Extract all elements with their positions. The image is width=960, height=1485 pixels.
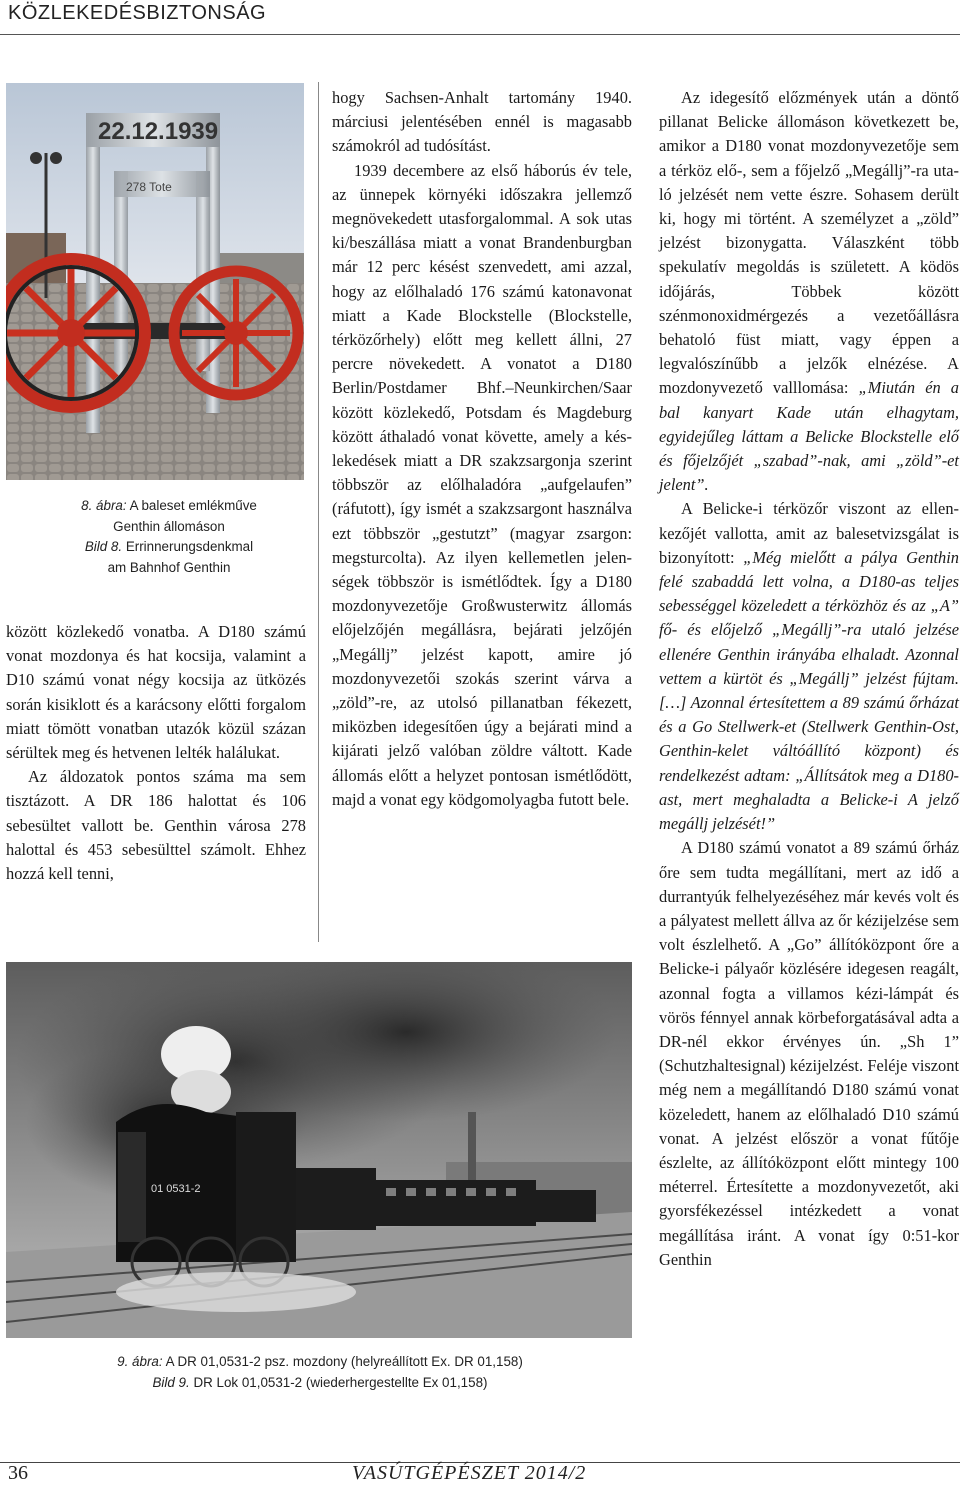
figure8-caption: [20, 496, 318, 578]
fig8-de-text2: am Bahnhof Genthin: [107, 559, 231, 575]
col3-paragraph-1: Az idegesítő előzmények után a döntő pillanat Belicke állomáson következett be, amikor a D180 vonat mozdonyvezetője sem a térköz elő-, sem a főjelző „Megállj”-ra utaló jelzését nem vette észre. Sohasem derült ki, hogy mi történt. A személyzet a „zöld” jelzést bizonygatta. Válaszként több spekulatív megoldás is született. A ködös időjárás, Többek között szénmonoxidmérgezés a vezetőállásra behatoló füst miatt, vagy éppen a legvalószínűbb a jelzők elnézése. A mozdonyvezető valllomása:: [659, 88, 959, 398]
plaque-text: 278 Tote: [126, 180, 172, 194]
header-rule: [0, 34, 960, 35]
column-3: [659, 86, 959, 1272]
col1-paragraph-2: Az áldozatok pontos száma ma sem tisztázott. A DR 186 halottat és 106 sebesültet vallott be. Genthin városa 278 halottal és 453 sebesülttel számolt. Ehhez hozzá kell tenni,: [6, 767, 306, 884]
fig9-hu-text: A DR 01,0531-2 psz. mozdony (helyreállított Ex. DR 01,158): [165, 1354, 523, 1369]
figure9-caption: [40, 1352, 600, 1393]
fig9-de-label: Bild 9.: [152, 1374, 190, 1390]
section-header: KÖZLEKEDÉSBIZTONSÁG: [8, 2, 267, 24]
col2-paragraph-2: 1939 decembere az első háborús év tele, az ünnepek környéki időszakra jellemző megnövekedett utasforgalommal. A sok utas ki/beszállása miatt a vonat Brandenburgban már 12 perc késést szenvedett, ami azzal, hogy az előlhaladó 176 számú katonavonat miatt a Kade Blockstelle (Blockstelle, térközőrhely) előtt meg kellett állni, 27 percre növekedett. A vonatot a D180 Berlin/Postdamer Bhf.–Neunkirchen/Saar között közlekedő, Potsdam és Magdeburg között áthaladó vonat követte, amely a késlekedések miatt a DR szakzsargonja szerint többször az előlhaladóra „aufgelaufen” (ráfutott), így ismét a szakzsargont használva ezt többször „gestutzt” (magyar zsargon: megsturcolta). Az ilyen kellemetlen jelenségek többször is ismétlődtek. Így a D180 mozdonyvezetője Großwusterwitz állomás előjelzőjén megállásra, bejárati jelzőjén „Megállj” jelzést kapott, amire jó mozdonyvezetői szokás szerint várva a „zöld”-re, az utolsó pillanatban fékezett, miközben idegesítően úgy a bejárati mind a kijárati jelző valóban zöldre váltott. Kade állomás előtt a helyzet pontosan ismétlődött, majd a vonat egy ködgomolyagba futott bele.: [332, 160, 632, 809]
loco-number: 01 0531-2: [151, 1183, 201, 1195]
fig8-hu-text2: Genthin állomáson: [113, 518, 225, 534]
fig8-de-label: Bild 8.: [84, 539, 123, 554]
fig9-hu-label: 9. ábra:: [117, 1354, 163, 1369]
col1-paragraph-1: között közlekedő vonatba. A D180 számú vonat mozdonya és hat kocsija, valamint a D10 számú vonat négy kocsija az ütközés során kisiklott és a karácsony előtti forgalom miatt tömött vonatban utazók közül százan sérültek meg és hetvenen lelték halálukat.: [6, 622, 306, 763]
fig8-hu-text: A baleset emlékműve: [129, 498, 257, 513]
column-2: [332, 86, 632, 812]
locomotive-photo: [6, 962, 632, 1338]
fig8-hu-label: 8. ábra:: [81, 498, 127, 513]
fig9-de-text: DR Lok 01,0531-2 (wiederhergestellte Ex 01,158): [193, 1374, 488, 1390]
plaque-date: 22.12.1939: [98, 118, 219, 145]
col3-paragraph-3: A D180 számú vonatot a 89 számú őrház őre sem tudta megállítani, mert az idő a durrantyúk felhelyezéséhez már kevés volt és a pályatest mellett állva az őr kézijelzése sem volt észlelhető. A „Go” állítóközpont őre a Belicke-i pályaőr közlésére idegesen reagált, azonnal fogta a villamos kézi-lámpát és vörös fénnyel annak körbeforgatásával adta a DR-nél ekkor érvényes ún. „Sh 1” (Schutzhaltesignal) kézijelzést. Feléje viszont még nem a megállítandó D180 számú vonat közeledett, hanem az előlhaladó D10 számú vonat. A jelzést először a vonat fűtője észlelte, az állítóközpont előtt mintegy 100 méterrel. Értesítette a mozdonyvezetőt, aki gyorsfékezéssel intézkedett a vonat megállítása iránt. A vonat így 0:51-kor Genthin: [659, 838, 959, 1269]
page-number: 36: [8, 1462, 28, 1484]
col2-paragraph-1: hogy Sachsen-Anhalt tartomány 1940. márciusi jelentésében ennél is magasabb számokról ad tudósítást.: [332, 88, 632, 156]
journal-title: VASÚTGÉPÉSZET 2014/2: [352, 1462, 587, 1484]
memorial-photo: [6, 83, 304, 480]
col3-paragraph-2: A Belicke-i térközőr viszont az ellenkezőjét vallotta, amit az balesetvizsgálat is bizonyított:: [659, 499, 959, 567]
col3-quote-1: „Miután én a bal kanyart Kade után elhagytam, egyidejűleg láttam a Belicke Blockstelle elő és főjelzőjét „szabad”-nak, ami „zöld”-et jelent”.: [659, 378, 959, 495]
column-divider: [318, 82, 319, 942]
column-1: [6, 620, 306, 886]
col3-quote-2: „Még mielőtt a pálya Genthin felé szabaddá lett volna, a D180-as teljes sebességgel közeledett a térközhöz és az „A” fő- és előjelző „Megállj”-ra utaló jelzése ellenére Genthin irányába elhaladt. Azonnal vettem a kürtöt és „Megállj” jelzést fújtam. […] Azonnal értesítettem a 89 számú őrházat és a Go Stellwerk-et (Stellwerk Genthin-Ost, Genthin-kelet váltóállító központ) és rendelkezést adtam: „Állítsátok meg a D180-ast, mert meghaladta a Belicke-i A jelző megállj jelzését!”: [659, 547, 959, 834]
fig8-de-text: Errinnerungsdenkmal: [125, 539, 254, 554]
